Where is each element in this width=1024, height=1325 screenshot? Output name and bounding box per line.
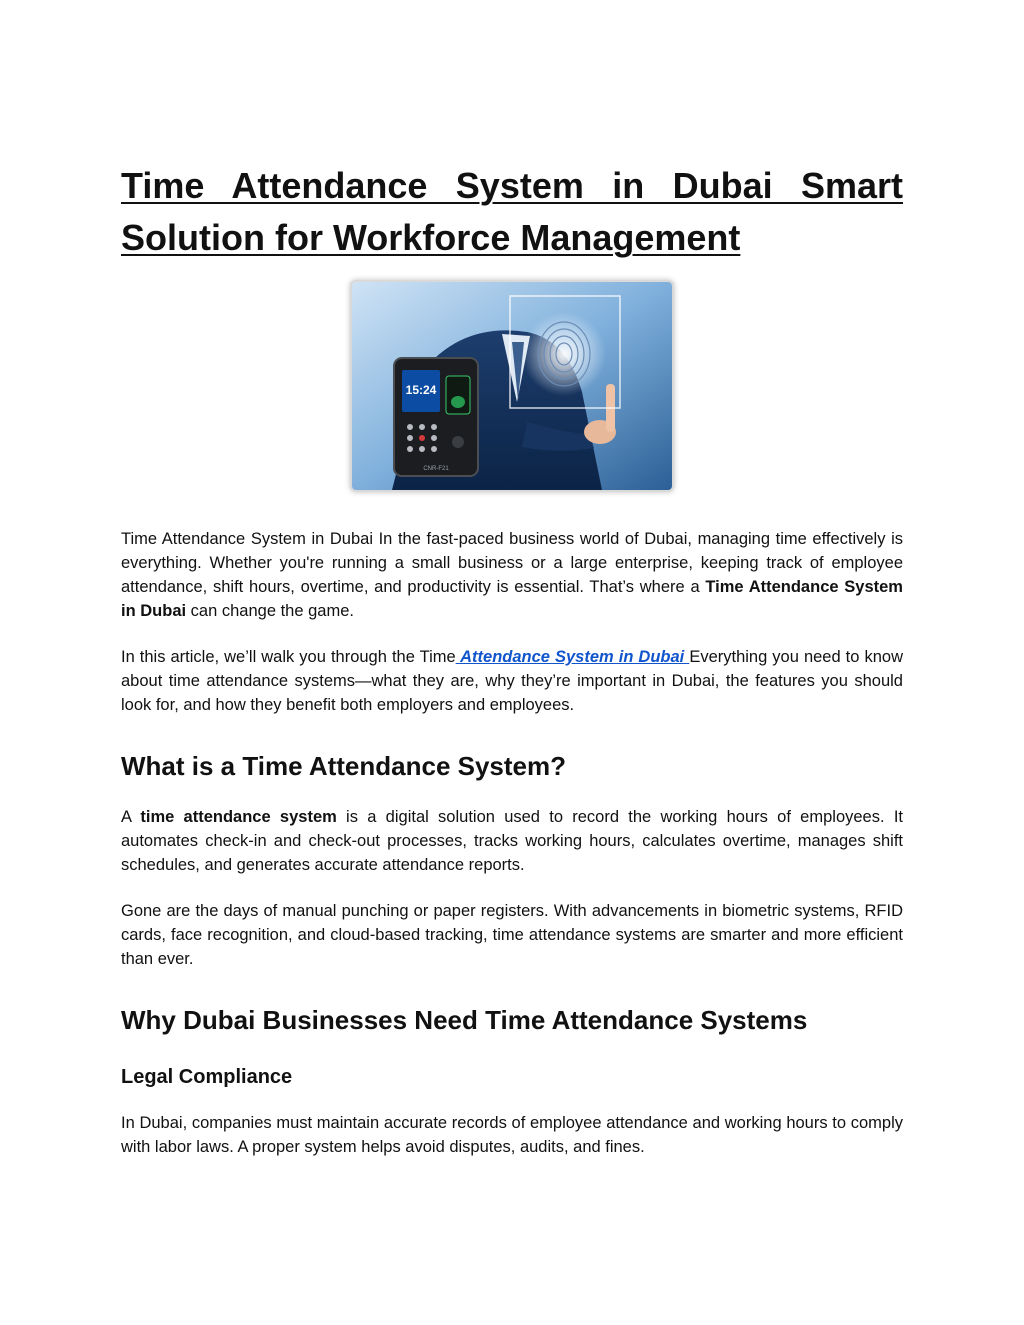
section-heading-why: Why Dubai Businesses Need Time Attendance Systems	[121, 1005, 808, 1035]
intro-paragraph	[121, 527, 903, 623]
legal-compliance-block	[121, 1064, 903, 1090]
what-para1-prefix: A	[121, 808, 141, 826]
what-para2-text: Gone are the days of manual punching or paper registers. With advancements in biometric systems, RFID cards, face recognition, and cloud-based tracking, time attendance systems are smarter and more efficient than ever.	[121, 902, 903, 968]
attendance-system-link[interactable]: Attendance System in Dubai	[455, 648, 690, 666]
legal-para-text: In Dubai, companies must maintain accurate records of employee attendance and working hours to comply with labor laws. A proper system helps avoid disputes, audits, and fines.	[121, 1114, 903, 1156]
article-paragraph	[121, 645, 903, 717]
what-paragraph-2	[121, 899, 903, 971]
intro-text-2: can change the game.	[186, 602, 354, 620]
fingerprint-scanner-illustration	[352, 282, 672, 490]
section-what	[121, 750, 903, 782]
device-clock-text: 15:24	[405, 383, 437, 397]
intro-bold: Time Attendance System in Dubai	[121, 578, 903, 620]
intro-text-1: Time Attendance System in Dubai In the fast-paced business world of Dubai, managing time effectively is everything. Whether you're running a small business or a large enterprise, keeping track of employee attendance, shift hours, overtime, and productivity is essential. That’s where a	[121, 530, 903, 596]
article-text-2: Everything you need to know about time attendance systems—what they are, why they’re important in Dubai, the features you should look for, and how they benefit both employers and employees.	[121, 648, 903, 714]
page-title: Time Attendance System in Dubai Smart Solution for Workforce Management	[121, 165, 903, 258]
hero-image	[352, 282, 672, 490]
what-para1-rest: is a digital solution used to record the working hours of employees. It automates check-in and check-out processes, tracks working hours, calculates overtime, manages shift schedules, and generates accurate attendance reports.	[121, 808, 903, 874]
section-heading-what: What is a Time Attendance System?	[121, 751, 567, 781]
section-why	[121, 1004, 903, 1036]
what-paragraph-1	[121, 805, 903, 877]
article-text-1: In this article, we’ll walk you through the Time	[121, 648, 456, 666]
device-model-text: CNR-F21	[423, 466, 449, 472]
document-title-block	[121, 160, 903, 264]
sub-heading-legal-compliance: Legal Compliance	[121, 1066, 293, 1088]
legal-paragraph	[121, 1111, 903, 1159]
what-para1-bold: time attendance system	[140, 808, 337, 826]
